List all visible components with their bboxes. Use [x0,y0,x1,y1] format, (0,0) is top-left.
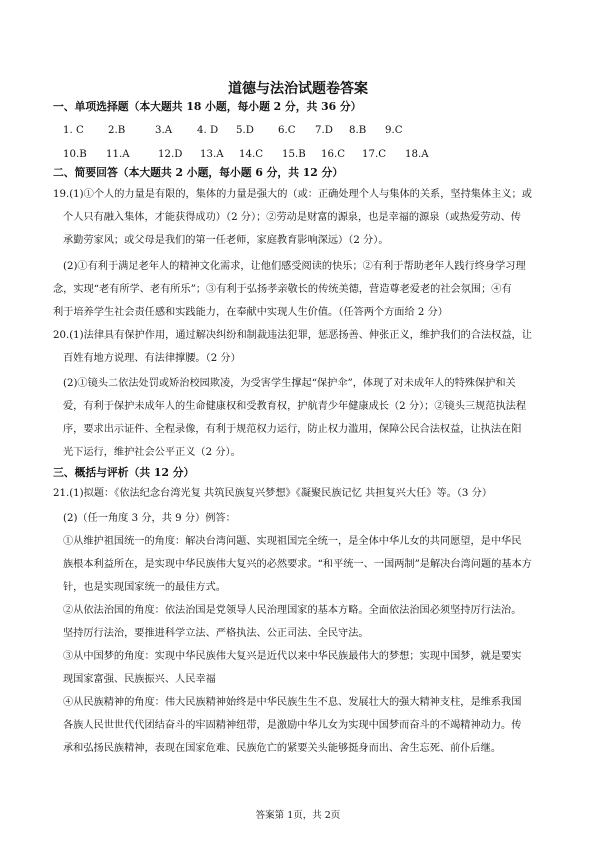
mcq-answer: 2.B [108,125,126,136]
answer-line: 族根本利益所在，是实现中华民族伟大复兴的必然要求。“和平统一、一国两制”是解决台湾问题的基本方 [63,559,532,570]
mcq-answer: 15.B [282,149,306,160]
answer-line: ②从依法治国的角度：依法治国是党领导人民治理国家的基本方略。全面依法治国必须坚持厉行法治。 [63,605,522,616]
mcq-answer: 9.C [385,125,403,136]
section-heading-3: 三、概括与评析（共 12 分） [53,466,195,479]
answer-line: 现国家富强、民族振兴、人民幸福 [63,674,216,685]
page-footer: 答案第 1页，共 2页 [255,810,341,821]
answer-line: ④从民族精神的角度：伟大民族精神始终是中华民族生生不息、发展壮大的强大精神支柱，是维系我国 [63,697,522,708]
answer-line: 各族人民世世代代团结奋斗的牢固精神纽带，是激励中华儿女为实现中国梦而奋斗的不竭精神动力。传 [63,720,522,731]
answer-line: 爱，有利于保护未成年人的生命健康权和受教育权，护航青少年健康成长（2 分）；②镜头三规范执法程 [63,401,527,412]
mcq-answer: 17.C [362,149,386,160]
answer-line: 序，要求出示证件、全程录像，有利于规范权力运行，防止权力滥用，保障公民合法权益，让执法在阳 [63,424,522,435]
section-heading-2: 二、简要回答（本大题共 2 小题，每小题 6 分，共 12 分） [53,166,344,179]
answer-line: 坚持厉行法治，要推进科学立法、严格执法、公正司法、全民守法。 [63,628,369,639]
answer-line: 承和弘扬民族精神，表现在国家危难、民族危亡的紧要关头能够挺身而出、舍生忘死、前仆后继。 [63,743,502,754]
answer-line: (2)（任一角度 3 分，共 9 分）例答： [63,513,236,524]
answer-line: 念，实现“老有所学、老有所乐”；③有利于弘扬孝亲敬长的传统美德，营造尊老爱老的社会氛围；④有 [53,284,512,295]
answer-line: 针，也是实现国家统一的最佳方式。 [63,582,226,593]
answer-line: 百姓有地方说理、有法律撑腰。（2 分） [63,353,241,364]
mcq-answer: 16.C [321,149,345,160]
mcq-answer: 13.A [200,149,224,160]
answer-line: 光下运行，维护社会公平正义（2 分）。 [63,447,241,458]
answer-line: 利于培养学生社会责任感和实践能力，在奉献中实现人生价值。（任答两个方面给 2 分） [53,307,448,318]
answer-line: 19.(1)①个人的力量是有限的，集体的力量是强大的（或：正确处理个人与集体的关系，坚持集体主义；或 [53,189,532,200]
mcq-answer: 14.C [239,149,263,160]
mcq-answer: 4. D [197,125,219,136]
mcq-answer: 10.B [63,149,87,160]
mcq-answer: 3.A [155,125,173,136]
answer-line: (2)①镜头二依法处罚或矫治校园欺凌，为受害学生撑起“保护伞”，体现了对未成年人的特殊保护和关 [63,378,516,389]
answer-line: ①从维护祖国统一的角度：解决台湾问题、实现祖国完全统一，是全体中华儿女的共同愿望，是中华民 [63,536,522,547]
answer-line: 21.(1)拟题：《依法纪念台湾光复 共筑民族复兴梦想》《凝聚民族记忆 共担复兴大任》等。（3 分） [53,488,493,499]
mcq-answer: 7.D [315,125,333,136]
mcq-answer: 11.A [106,149,130,160]
answer-line: 个人只有融入集体，才能获得成功）（2 分）；②劳动是财富的源泉，也是幸福的源泉（或热爱劳动、传 [63,212,521,223]
mcq-answer: 18.A [405,149,429,160]
answer-line: 承勤劳家风；或父母是我们的第一任老师，家庭教育影响深远）（2 分）。 [63,235,389,246]
answer-line: 20.(1)法律具有保护作用，通过解决纠纷和制裁违法犯罪，惩恶扬善、伸张正义，维护我们的合法权益，让 [53,330,532,341]
answer-line: ③从中国梦的角度：实现中华民族伟大复兴是近代以来中华民族最伟大的梦想；实现中国梦，就是要实 [63,651,522,662]
answer-line: (2)①有利于满足老年人的精神文化需求，让他们感受阅读的快乐；②有利于帮助老年人践行终身学习理 [63,261,526,272]
section-heading-1: 一、单项选择题（本大题共 18 小题，每小题 2 分，共 36 分） [53,100,362,113]
page-title: 道德与法治试题卷答案 [228,81,368,97]
mcq-answer: 1. C [63,125,84,136]
mcq-answer: 8.B [349,125,367,136]
mcq-answer: 5.D [236,125,254,136]
mcq-answer: 12.D [158,149,183,160]
mcq-answer: 6.C [278,125,296,136]
